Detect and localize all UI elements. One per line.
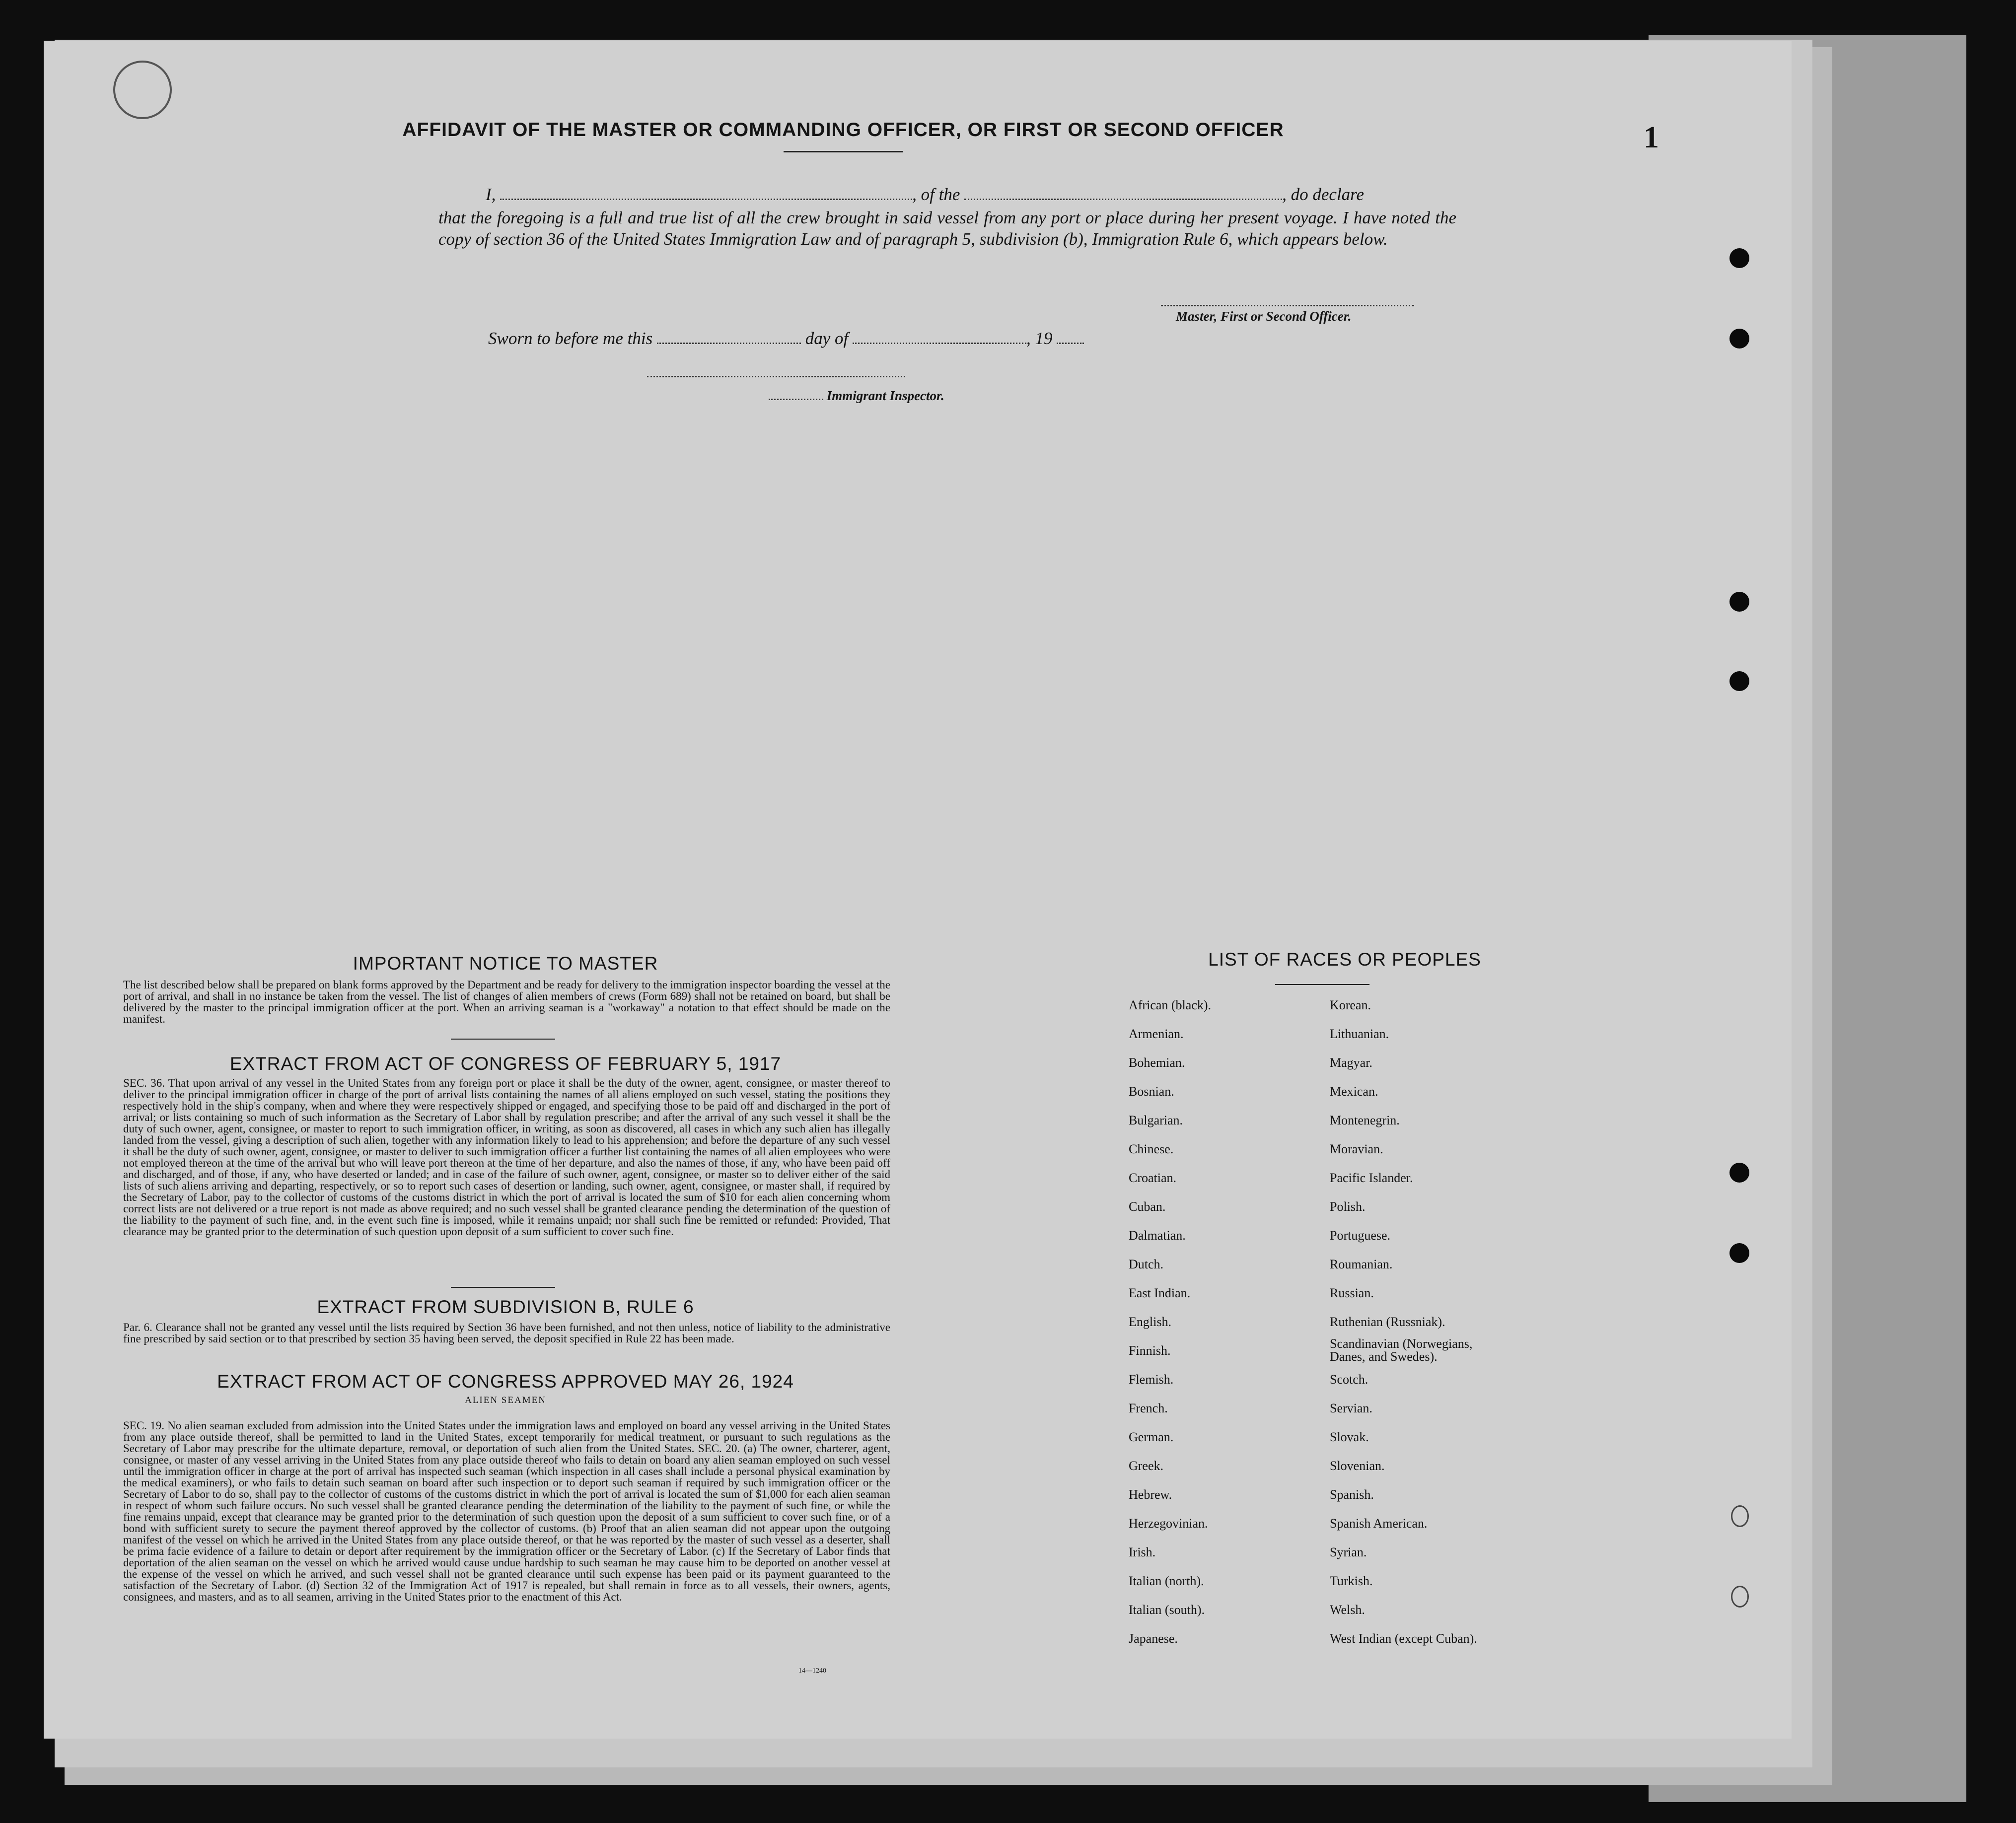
extract-1917-title: EXTRACT FROM ACT OF CONGRESS OF FEBRUARY 5, 1917 <box>229 1053 782 1074</box>
race-item: African (black). <box>1129 998 1212 1012</box>
race-item: Slovak. <box>1330 1430 1369 1444</box>
race-item: Bohemian. <box>1129 1055 1185 1070</box>
divider <box>451 1287 555 1288</box>
signature-label: Master, First or Second Officer. <box>1176 309 1352 324</box>
race-item: Polish. <box>1330 1199 1366 1214</box>
race-item: Italian (south). <box>1129 1603 1205 1617</box>
race-item: Scandinavian (Norwegians, Danes, and Swedes). <box>1330 1336 1473 1364</box>
extract-1917-text: SEC. 36. That upon arrival of any vessel in the United States from any foreign port or place it shall be the duty of the owner, agent, consignee, or master thereof to deliver to the principal immigration officer in charge of the port of arrival lists containing the names of all aliens employed on such vessel, stating the positions they respectively hold in the ship's company, when and where they were respectively shipped or engaged, and specifying those to be paid off and discharged in the port of arrival; or lists containing so much of such information as the Secretary of Labor shall by regulation prescribe; and after the arrival of any such vessel it shall be the duty of such owner, agent, consignee, or master to report to such immigration officer, in writing, as soon as discovered, all cases in which any such alien has illegally landed from the vessel, giving a description of such alien, together with any information likely to lead to his apprehension; and before the departure of any such vessel it shall be the duty of such owner, agent, consignee, or master to deliver to such immigration officer a further list containing the names of all alien employees who were not employed thereon at the time of the arrival but who will leave port thereon at the time of her departure, and also the names of those, if any, who have been paid off and discharged, and of those, if any, who have deserted or landed; and in case of the failure of such owner, agent, consignee, or master so to deliver either of the said lists of such aliens arriving and departing, respectively, or so to report such cases of desertion or landing, such owner, agent, consignee, or master shall, if required by the Secretary of Labor, pay to the collector of customs of the customs district in which the port of arrival is located the sum of $10 for each alien concerning whom correct lists are not delivered or a true report is not made as above required; and no such vessel shall be granted clearance pending the determination of the question of the liability to the payment of such fine, and, in the event such fine is imposed, while it remains unpaid; nor shall such fine be remitted or refunded: Provided, That clearance may be granted prior to the determination of such question upon deposit of a sum sufficient to cover such fine. <box>123 1077 890 1238</box>
race-item: Spanish American. <box>1330 1516 1428 1531</box>
race-item: French. <box>1129 1401 1168 1415</box>
extract-rule6-title: EXTRACT FROM SUBDIVISION B, RULE 6 <box>317 1297 694 1317</box>
race-item: Montenegrin. <box>1330 1113 1400 1127</box>
punch-hole <box>1729 1243 1749 1263</box>
inspector-line <box>647 376 905 377</box>
race-item: Bosnian. <box>1129 1084 1174 1099</box>
declaration-line <box>486 185 1454 205</box>
name-blank <box>500 185 912 200</box>
race-item: Bulgarian. <box>1129 1113 1183 1127</box>
races-rule <box>1275 984 1369 985</box>
punch-hole <box>1729 248 1749 268</box>
punch-hole <box>1729 329 1749 349</box>
race-item: Portuguese. <box>1330 1228 1391 1243</box>
race-item: West Indian (except Cuban). <box>1330 1631 1477 1646</box>
race-item: Flemish. <box>1129 1372 1174 1387</box>
race-item: Herzegovinian. <box>1129 1516 1208 1531</box>
punch-hole-open <box>1731 1505 1749 1527</box>
race-item: Cuban. <box>1129 1199 1166 1214</box>
day-blank <box>657 329 801 344</box>
race-item: Japanese. <box>1129 1631 1178 1646</box>
punch-hole <box>1729 671 1749 691</box>
race-item: Dutch. <box>1129 1257 1164 1271</box>
corner-stamp-circle <box>113 61 172 119</box>
race-item: Armenian. <box>1129 1027 1184 1041</box>
declaration-start: I, <box>486 185 496 204</box>
race-item: Hebrew. <box>1129 1487 1172 1502</box>
race-item: Russian. <box>1330 1286 1374 1300</box>
alien-seamen-subtitle: ALIEN SEAMEN <box>465 1395 546 1405</box>
declaration-mid: , of the <box>912 185 960 204</box>
race-item: Greek. <box>1129 1459 1164 1473</box>
sworn-day-label: day of <box>805 329 849 348</box>
race-item: Finnish. <box>1129 1343 1171 1358</box>
race-item: Scotch. <box>1330 1372 1368 1387</box>
race-item: Magyar. <box>1330 1055 1372 1070</box>
inspector-label-text: Immigrant Inspector. <box>826 388 944 403</box>
races-title: LIST OF RACES OR PEOPLES <box>1208 949 1481 970</box>
race-item: Turkish. <box>1330 1574 1373 1588</box>
inspector-dots <box>769 390 823 400</box>
race-item: Dalmatian. <box>1129 1228 1186 1243</box>
extract-1924-text: SEC. 19. No alien seaman excluded from admission into the United States under the immigration laws and employed on board any vessel arriving in the United States from any place outside thereof, shall be permitted to land in the United States, except temporarily for medical treatment, or pursuant to such regulations as the Secretary of Labor may prescribe for the ultimate departure, removal, or deportation of such alien from the United States. SEC. 20. (a) The owner, charterer, agent, consignee, or master of any vessel arriving in the United States from any place outside thereof who fails to detain on board any alien seaman employed on such vessel until the immigration officer in charge at the port of arrival has inspected such seaman (which inspection in all cases shall include a personal physical examination by the medical examiners), or who fails to detain such seaman on board after such inspection or to deport such seaman if required by such immigration officer or the Secretary of Labor to do so, shall pay to the collector of customs of the customs district in which the port of arrival is located the sum of $1,000 for each alien seaman in respect of whom such failure occurs. No such vessel shall be granted clearance pending the determination of the liability to the payment of such fine, or while the fine remains unpaid, except that clearance may be granted prior to the determination of such question upon the deposit of a sum sufficient to cover such fine, or of a bond with sufficient surety to secure the payment thereof approved by the collector of customs. (b) Proof that an alien seaman did not appear upon the outgoing manifest of the vessel on which he arrived in the United States from any place outside thereof, or that he was reported by the master of such vessel as a deserter, shall be prima facie evidence of a failure to detain or deport after requirement by the immigration officer or the Secretary of Labor. (c) If the Secretary of Labor finds that deportation of the alien seaman on the vessel on which he arrived would cause undue hardship to such seaman he may cause him to be deported on another vessel at the expense of the vessel on which he arrived, and such vessel shall not be granted clearance until such expense has been paid or its payment guaranteed to the satisfaction of the Secretary of Labor. (d) Section 32 of the Immigration Act of 1917 is repealed, but shall remain in force as to all vessels, their owners, agents, consignees, and masters, and as to all seamen, arriving in the United States prior to the enactment of this Act. <box>123 1419 890 1603</box>
race-item: English. <box>1129 1315 1171 1329</box>
race-item: Lithuanian. <box>1330 1027 1389 1041</box>
race-item: Ruthenian (Russniak). <box>1330 1315 1445 1329</box>
race-item: Welsh. <box>1330 1603 1365 1617</box>
sworn-year-label: , 19 <box>1026 329 1053 348</box>
punch-hole <box>1729 592 1749 612</box>
signature-line <box>1161 305 1414 306</box>
notice-text: The list described below shall be prepared on blank forms approved by the Department and be ready for delivery to the immigration inspector boarding the vessel at the port of arrival, and shall in no instance be taken from the vessel. The list of changes of alien members of crews (Form 689) shall not be retained on board, but shall be delivered by the master to the principal immigration officer at the port. When an arriving seaman is a "workaway" a notation to that effect should be made on the manifest. <box>123 979 890 1025</box>
affidavit-title: AFFIDAVIT OF THE MASTER OR COMMANDING OFFICER, OR FIRST OR SECOND OFFICER <box>402 119 1284 140</box>
race-item: Pacific Islander. <box>1330 1171 1413 1185</box>
title-rule <box>784 151 903 152</box>
race-item: German. <box>1129 1430 1174 1444</box>
punch-hole <box>1729 1163 1749 1183</box>
year-blank <box>1057 329 1084 344</box>
month-blank <box>853 329 1026 344</box>
race-item: Korean. <box>1330 998 1371 1012</box>
race-item: Mexican. <box>1330 1084 1378 1099</box>
punch-hole-open <box>1731 1586 1749 1608</box>
form-number: 14—1240 <box>798 1667 826 1675</box>
race-item: Servian. <box>1330 1401 1372 1415</box>
race-item: Croatian. <box>1129 1171 1177 1185</box>
race-item: East Indian. <box>1129 1286 1191 1300</box>
race-item: Syrian. <box>1330 1545 1367 1559</box>
inspector-label <box>769 388 944 404</box>
vessel-blank <box>964 185 1282 200</box>
declaration-body: that the foregoing is a full and true list of all the crew brought in said vessel from any port or place during her present voyage. I have noted the copy of section 36 of the United States Immigration Law and of paragraph 5, subdivision (b), Immigration Rule 6, which appears below. <box>438 208 1456 249</box>
document-page <box>44 41 1792 1739</box>
race-item: Roumanian. <box>1330 1257 1393 1271</box>
notice-title: IMPORTANT NOTICE TO MASTER <box>353 953 658 974</box>
race-item: Slovenian. <box>1330 1459 1385 1473</box>
extract-rule6-text: Par. 6. Clearance shall not be granted any vessel until the lists required by Section 36 have been furnished, and not then unless, notice of liability to the administrative fine prescribed by said section or to that prescribed by section 35 having been served, the deposit specified in Rule 22 has been made. <box>123 1321 890 1345</box>
race-item: Italian (north). <box>1129 1574 1204 1588</box>
race-item: Spanish. <box>1330 1487 1374 1502</box>
divider <box>451 1039 555 1040</box>
sworn-line <box>488 329 1084 349</box>
race-item: Irish. <box>1129 1545 1156 1559</box>
declaration-end: , do declare <box>1282 185 1365 204</box>
extract-1924-title: EXTRACT FROM ACT OF CONGRESS APPROVED MAY 26, 1924 <box>217 1371 794 1392</box>
race-item: Moravian. <box>1330 1142 1383 1156</box>
race-item: Chinese. <box>1129 1142 1174 1156</box>
sworn-prefix: Sworn to before me this <box>488 329 653 348</box>
page-mark: 1 <box>1644 121 1659 154</box>
